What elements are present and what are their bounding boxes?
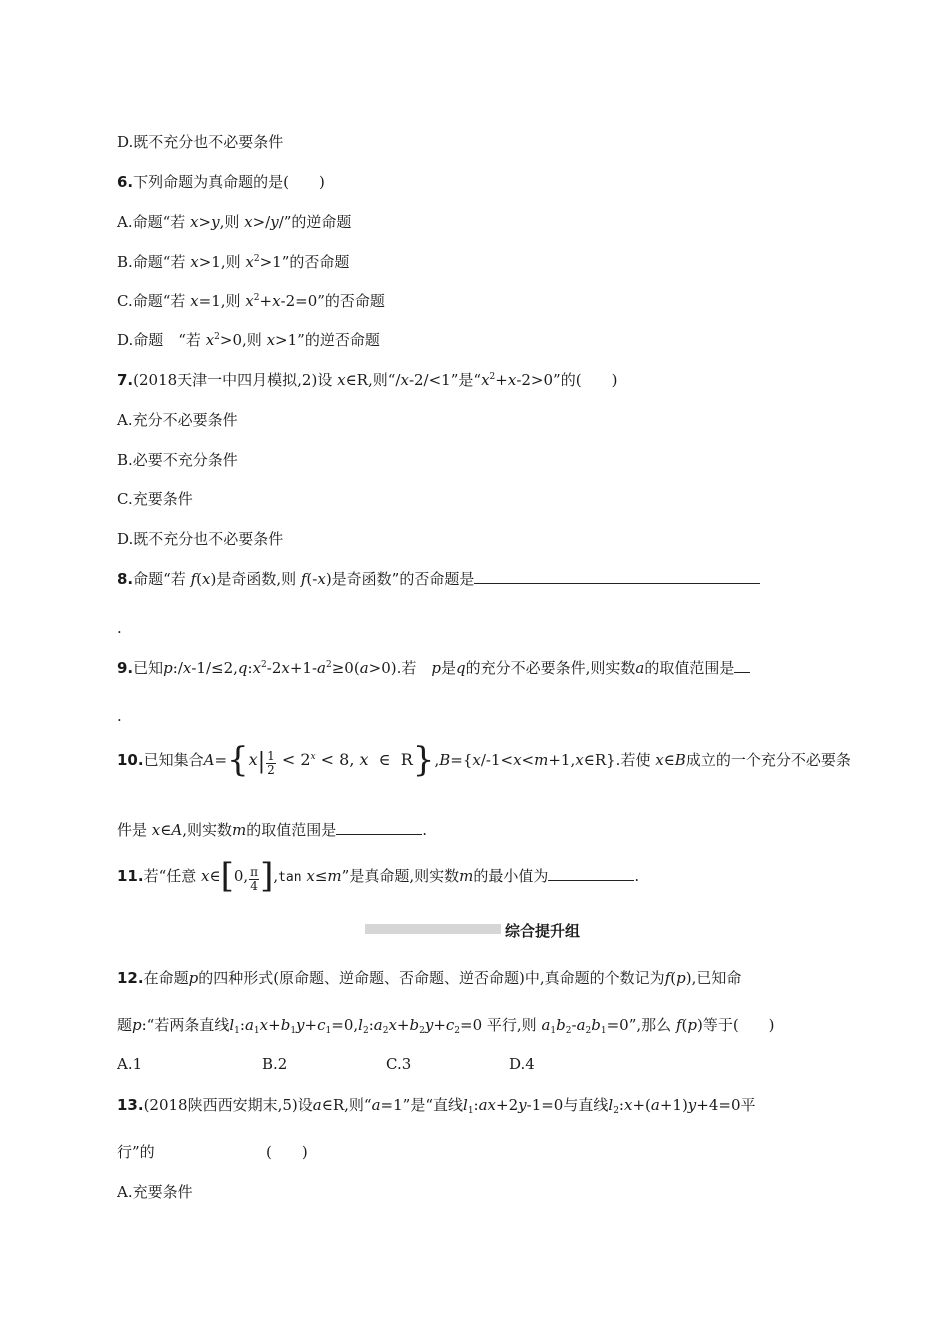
q9-stem: 9.已知$p:/x-1/\le 2,q:x^2-2x+1-a^2\ge 0(a>0)$.若 p是q的充分不必要条件,则实数a的取值范围是 — [117, 658, 750, 678]
left-bracket: [ — [220, 856, 234, 896]
q11-stem: 11.若“任意 x∈[0, $\frac{\pi}{4}$ ],tan x≤m”是真命题,则实数m的最小值为 . — [117, 856, 640, 896]
q5-option-d: D.既不充分也不必要条件 — [117, 133, 284, 151]
q12-stem-line1: 12.在命题p的四种形式(原命题、逆命题、否命题、逆否命题)中,真命题的个数记为f(p),已知命 — [117, 969, 742, 987]
right-brace: } — [412, 740, 435, 780]
q8-end: . — [117, 619, 122, 637]
q7-option-d: D.既不充分也不必要条件 — [117, 530, 284, 548]
fraction-one-half: $\frac{1}{2}$ — [267, 749, 275, 777]
q13-paren: ( ) — [266, 1143, 308, 1161]
section-bar — [365, 924, 501, 934]
q13-stem: 13.(2018陕西西安期末,5)设a∈R,则“a=1”是“直线$l_1:ax+2y-1=0$与直线$l_2:x+(a+1)y+4=0$平 — [117, 1096, 756, 1116]
q10-line2: 件是 x∈A,则实数m的取值范围是 . — [117, 821, 428, 839]
q7-option-c: C.充要条件 — [117, 490, 193, 508]
q10-answer-blank[interactable] — [336, 820, 422, 835]
q8-answer-blank[interactable] — [474, 569, 760, 584]
q12-option-a: A.1 — [117, 1055, 143, 1073]
q6-stem: 6.下列命题为真命题的是( ) — [117, 173, 325, 191]
q6-option-d: D.命题 “若 $x^2>0$,则 x>1”的逆否命题 — [117, 331, 380, 349]
q9-answer-blank[interactable] — [734, 658, 750, 673]
q8-stem: 8.命题“若 f(x)是奇函数,则 f(-x)是奇函数”的否命题是 — [117, 569, 760, 589]
q6-option-b: B.命题“若 x>1,则 $x^2>1$”的否命题 — [117, 253, 350, 271]
q13-line2: 行”的 — [117, 1143, 155, 1161]
q12-option-b: B.2 — [262, 1055, 288, 1073]
q12-option-c: C.3 — [386, 1055, 412, 1073]
q7-option-a: A.充分不必要条件 — [117, 411, 238, 429]
q12-stem-line2: 题p:“若两条直线$l_1:a_1x+b_1y+c_1=0,l_2:a_2x+b_2y+c_2=0$ 平行,则 $a_1b_2-a_2b_1=0$”,那么 f(p)等于( ) — [117, 1016, 775, 1036]
right-bracket: ] — [260, 856, 274, 896]
section-title: 综合提升组 — [505, 922, 581, 940]
q11-answer-blank[interactable] — [548, 866, 634, 881]
left-brace: { — [227, 740, 249, 780]
fraction-pi-over-4: $\frac{\pi}{4}$ — [250, 865, 259, 893]
q13-option-a: A.充要条件 — [117, 1183, 193, 1201]
q6-option-a: A.命题“若 x>y,则 x>/y/”的逆命题 — [117, 213, 352, 231]
q7-option-b: B.必要不充分条件 — [117, 451, 238, 469]
q6-option-c: C.命题“若 x=1,则 $x^2+x-2=0$”的否命题 — [117, 292, 385, 310]
q9-end: . — [117, 707, 122, 725]
q12-option-d: D.4 — [509, 1055, 535, 1073]
q10-stem: 10.已知集合A={x| $\frac{1}{2}$ < $2^x < 8$, x ∈ R},B={x/-1<x<m+1,x∈R}.若使 x∈B成立的一个充分不必要条 — [117, 740, 851, 780]
q7-stem: 7.(2018天津一中四月模拟,2)设 x∈R,则“/x-2/<1”是“$x^2+x-2>0$”的( ) — [117, 371, 618, 389]
